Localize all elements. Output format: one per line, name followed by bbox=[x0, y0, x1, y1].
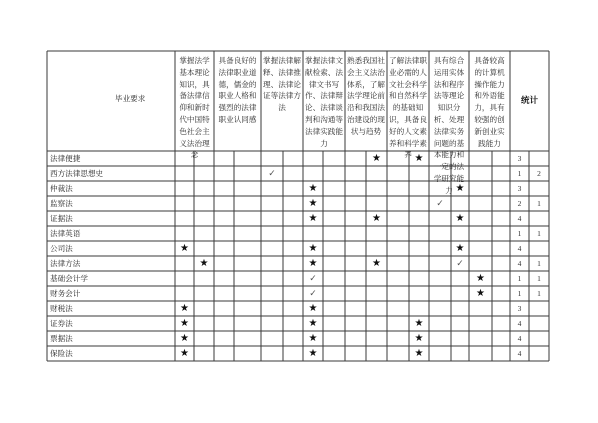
count-value: 4 bbox=[517, 213, 522, 223]
extra-count-value: 1 bbox=[537, 273, 541, 283]
star-mark: ★ bbox=[455, 212, 465, 224]
count-value: 3 bbox=[517, 183, 522, 193]
requirement-header: 具备良好的法律职业道德，儒金的职业人格和强烈的法律职业认同感 bbox=[218, 56, 257, 124]
count-value: 4 bbox=[517, 258, 522, 268]
course-name: 证券法 bbox=[50, 318, 73, 328]
star-mark: ★ bbox=[372, 152, 381, 164]
count-value: 4 bbox=[517, 333, 522, 343]
star-mark: ★ bbox=[476, 287, 485, 299]
star-mark: ★ bbox=[180, 347, 189, 359]
star-mark: ★ bbox=[308, 302, 318, 314]
course-name: 法律英语 bbox=[50, 228, 81, 238]
extra-count-value: 2 bbox=[537, 168, 541, 178]
star-mark: ★ bbox=[308, 182, 318, 194]
check-mark: ✓ bbox=[268, 168, 276, 179]
requirement-header: 了解法律职业必需的人文社会科学和自然科学的基础知识，具备良好的人文素养和科学素养 bbox=[389, 56, 427, 160]
count-value: 1 bbox=[517, 168, 522, 178]
star-mark: ★ bbox=[308, 242, 318, 254]
star-mark: ★ bbox=[476, 272, 485, 284]
requirement-header: 熟悉我国社会主义法治体系，了解法学理论前沿和我国法治建设的现状与趋势 bbox=[347, 56, 385, 136]
star-mark: ★ bbox=[414, 317, 424, 329]
course-name: 法律便捷 bbox=[50, 153, 81, 163]
star-mark: ★ bbox=[308, 212, 318, 224]
course-name: 基础会计学 bbox=[50, 273, 88, 283]
star-mark: ★ bbox=[180, 317, 189, 329]
check-mark: ✓ bbox=[436, 198, 444, 209]
course-name: 西方法律思想史 bbox=[50, 168, 104, 178]
star-mark: ★ bbox=[180, 242, 189, 254]
star-mark: ★ bbox=[308, 347, 318, 359]
requirement-header: 具备较高的计算机操作能力和外语能力，具有较强的创新创业实践能力 bbox=[474, 56, 505, 148]
total-header: 统计 bbox=[520, 96, 538, 106]
requirement-header: 具有综合运用实体法和程序法等理论知识分析、处理法律实务问题的基本能力和一定的法学研究能力 bbox=[433, 56, 465, 195]
count-value: 3 bbox=[517, 153, 522, 163]
star-mark: ★ bbox=[199, 257, 209, 269]
course-name: 仲裁法 bbox=[50, 183, 73, 193]
course-name: 财务会计 bbox=[50, 288, 81, 298]
star-mark: ★ bbox=[308, 332, 318, 344]
star-mark: ★ bbox=[308, 257, 318, 269]
star-mark: ★ bbox=[414, 332, 424, 344]
course-name: 票据法 bbox=[50, 333, 73, 343]
count-value: 4 bbox=[517, 348, 522, 358]
course-name: 证据法 bbox=[50, 213, 73, 223]
count-value: 1 bbox=[517, 273, 522, 283]
check-mark: ✓ bbox=[456, 258, 464, 269]
count-value: 4 bbox=[517, 318, 522, 328]
course-name: 财税法 bbox=[50, 303, 73, 313]
star-mark: ★ bbox=[372, 257, 381, 269]
course-name: 保险法 bbox=[50, 348, 73, 358]
count-value: 4 bbox=[517, 243, 522, 253]
extra-count-value: 1 bbox=[537, 258, 541, 268]
star-mark: ★ bbox=[180, 332, 189, 344]
course-name: 法律方法 bbox=[50, 258, 81, 268]
check-mark: ✓ bbox=[309, 273, 317, 284]
star-mark: ★ bbox=[414, 152, 424, 164]
star-mark: ★ bbox=[180, 302, 189, 314]
requirement-header: 掌握法律解释、法律推理、法律论证等法律方法 bbox=[263, 56, 301, 113]
corner-label: 毕业要求 bbox=[115, 94, 146, 103]
course-name: 监察法 bbox=[50, 198, 73, 208]
extra-count-value: 1 bbox=[537, 228, 541, 238]
check-mark: ✓ bbox=[309, 288, 317, 299]
star-mark: ★ bbox=[455, 242, 465, 254]
star-mark: ★ bbox=[372, 212, 381, 224]
star-mark: ★ bbox=[308, 197, 318, 209]
count-value: 2 bbox=[517, 198, 522, 208]
count-value: 1 bbox=[517, 228, 522, 238]
count-value: 3 bbox=[517, 303, 522, 313]
star-mark: ★ bbox=[308, 317, 318, 329]
course-name: 公司法 bbox=[50, 243, 73, 253]
star-mark: ★ bbox=[455, 182, 465, 194]
requirement-header: 掌握法律文献检索、法律文书写作、法律辩论、法律谈判和沟通等法律实践能力 bbox=[305, 56, 343, 148]
count-value: 1 bbox=[517, 288, 522, 298]
requirement-header: 掌握法学基本理论知识，具备法律信仰和新时代中国特色社会主义法治理念 bbox=[179, 56, 210, 160]
extra-count-value: 1 bbox=[537, 288, 541, 298]
extra-count-value: 1 bbox=[537, 198, 541, 208]
star-mark: ★ bbox=[414, 347, 424, 359]
